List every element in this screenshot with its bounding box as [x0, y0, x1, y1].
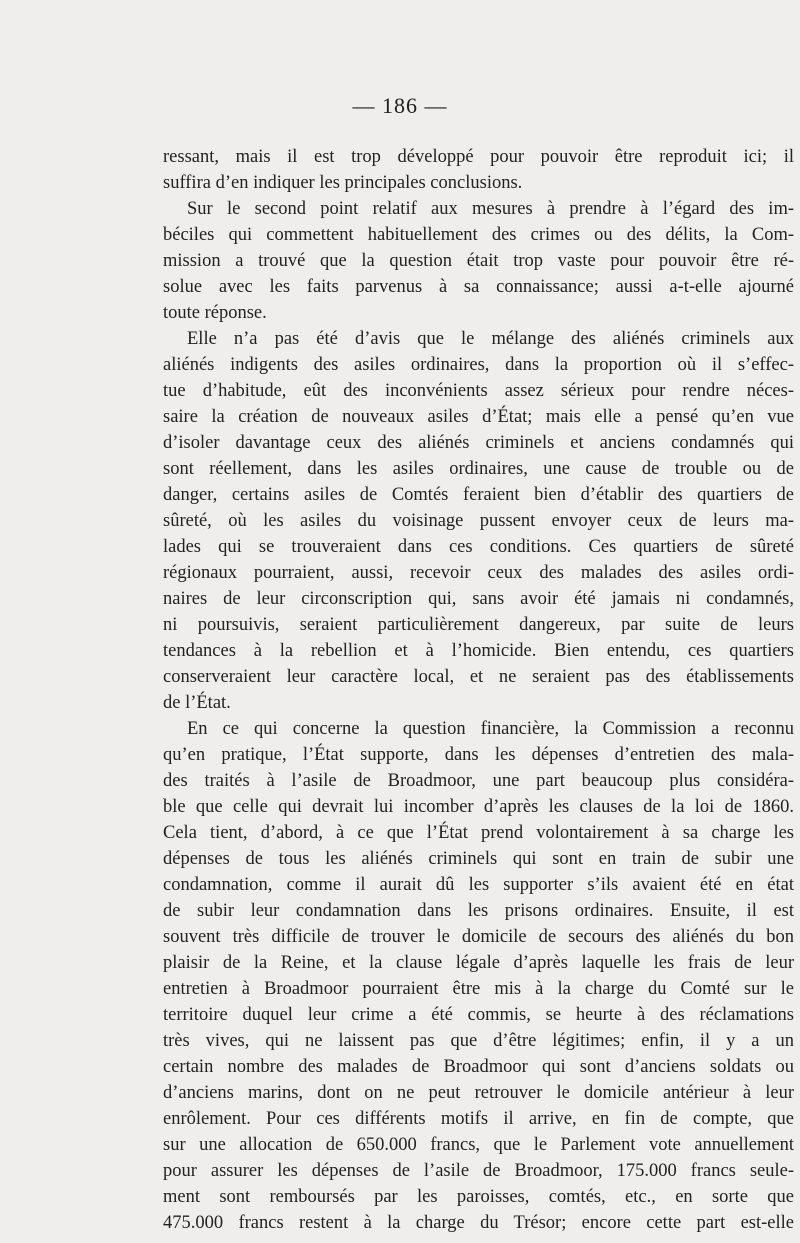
text-line: Sur le second point relatif aux mesures à prendre à l’égard des im- — [187, 199, 794, 219]
text-line: mission a trouvé que la question était trop vaste pour pouvoir être ré- — [163, 251, 794, 271]
text-line: ressant, mais il est trop développé pour pouvoir être reproduit ici; il — [163, 147, 794, 167]
text-line: très vives, qui ne laissent pas que d’être légitimes; enfin, il y a un — [163, 1031, 794, 1051]
text-line: plaisir de la Reine, et la clause légale d’après laquelle les frais de leur — [163, 953, 794, 973]
body-text — [163, 144, 794, 1236]
text-line: tue d’habitude, eût des inconvénients assez sérieux pour rendre néces- — [163, 381, 794, 401]
text-line: ble que celle qui devrait lui incomber d’après les clauses de la loi de 1860. — [163, 797, 794, 817]
text-line: Elle n’a pas été d’avis que le mélange des aliénés criminels aux — [187, 329, 794, 349]
text-line: solue avec les faits parvenus à sa connaissance; aussi a-t-elle ajourné — [163, 277, 794, 297]
text-line: suffira d’en indiquer les principales conclusions. — [163, 173, 523, 193]
text-line: toute réponse. — [163, 303, 267, 323]
text-line: souvent très difficile de trouver le domicile de secours des aliénés du bon — [163, 927, 794, 947]
text-line: entretien à Broadmoor pourraient être mis à la charge du Comté sur le — [163, 979, 794, 999]
text-line: certain nombre des malades de Broadmoor qui sont d’anciens soldats ou — [163, 1057, 794, 1077]
text-line: d’isoler davantage ceux des aliénés criminels et anciens condamnés qui — [163, 433, 794, 453]
text-line: des traités à l’asile de Broadmoor, une part beaucoup plus considéra- — [163, 771, 794, 791]
text-line: d’anciens marins, dont on ne peut retrouver le domicile antérieur à leur — [163, 1083, 794, 1103]
text-line: ment sont remboursés par les paroisses, comtés, etc., en sorte que — [163, 1187, 794, 1207]
text-line: saire la création de nouveaux asiles d’État; mais elle a pensé qu’en vue — [163, 407, 794, 427]
text-line: béciles qui commettent habituellement des crimes ou des délits, la Com- — [163, 225, 794, 245]
text-line: dépenses de tous les aliénés criminels qui sont en train de subir une — [163, 849, 794, 869]
text-line: sont réellement, dans les asiles ordinaires, une cause de trouble ou de — [163, 459, 794, 479]
text-line: 475.000 francs restent à la charge du Trésor; encore cette part est-elle — [163, 1213, 794, 1233]
text-line: lades qui se trouveraient dans ces conditions. Ces quartiers de sûreté — [163, 537, 794, 557]
text-line: qu’en pratique, l’État supporte, dans les dépenses d’entretien des mala- — [163, 745, 794, 765]
text-line: territoire duquel leur crime a été commis, se heurte à des réclamations — [163, 1005, 794, 1025]
text-line: enrôlement. Pour ces différents motifs il arrive, en fin de compte, que — [163, 1109, 794, 1129]
text-line: de subir leur condamnation dans les prisons ordinaires. Ensuite, il est — [163, 901, 794, 921]
page-number: — 186 — — [352, 93, 448, 118]
text-line: pour assurer les dépenses de l’asile de Broadmoor, 175.000 francs seule- — [163, 1161, 794, 1181]
text-line: régionaux pourraient, aussi, recevoir ceux des malades des asiles ordi- — [163, 563, 794, 583]
text-line: naires de leur circonscription qui, sans avoir été jamais ni condamnés, — [163, 589, 794, 609]
text-line: danger, certains asiles de Comtés feraient bien d’établir des quartiers de — [163, 485, 794, 505]
text-line: Cela tient, d’abord, à ce que l’État prend volontairement à sa charge les — [163, 823, 794, 843]
text-line: de l’État. — [163, 693, 231, 713]
text-line: sur une allocation de 650.000 francs, que le Parlement vote annuellement — [163, 1135, 794, 1155]
text-line: En ce qui concerne la question financière, la Commission a reconnu — [187, 719, 794, 739]
text-line: conserveraient leur caractère local, et ne seraient pas des établissements — [163, 667, 794, 687]
text-line: tendances à la rebellion et à l’homicide. Bien entendu, ces quartiers — [163, 641, 794, 661]
text-line: aliénés indigents des asiles ordinaires, dans la proportion où il s’effec- — [163, 355, 794, 375]
text-line: ni poursuivis, seraient particulièrement dangereux, par suite de leurs — [163, 615, 794, 635]
text-line: condamnation, comme il aurait dû les supporter s’ils avaient été en état — [163, 875, 794, 895]
text-line: sûreté, où les asiles du voisinage pussent envoyer ceux de leurs ma- — [163, 511, 794, 531]
